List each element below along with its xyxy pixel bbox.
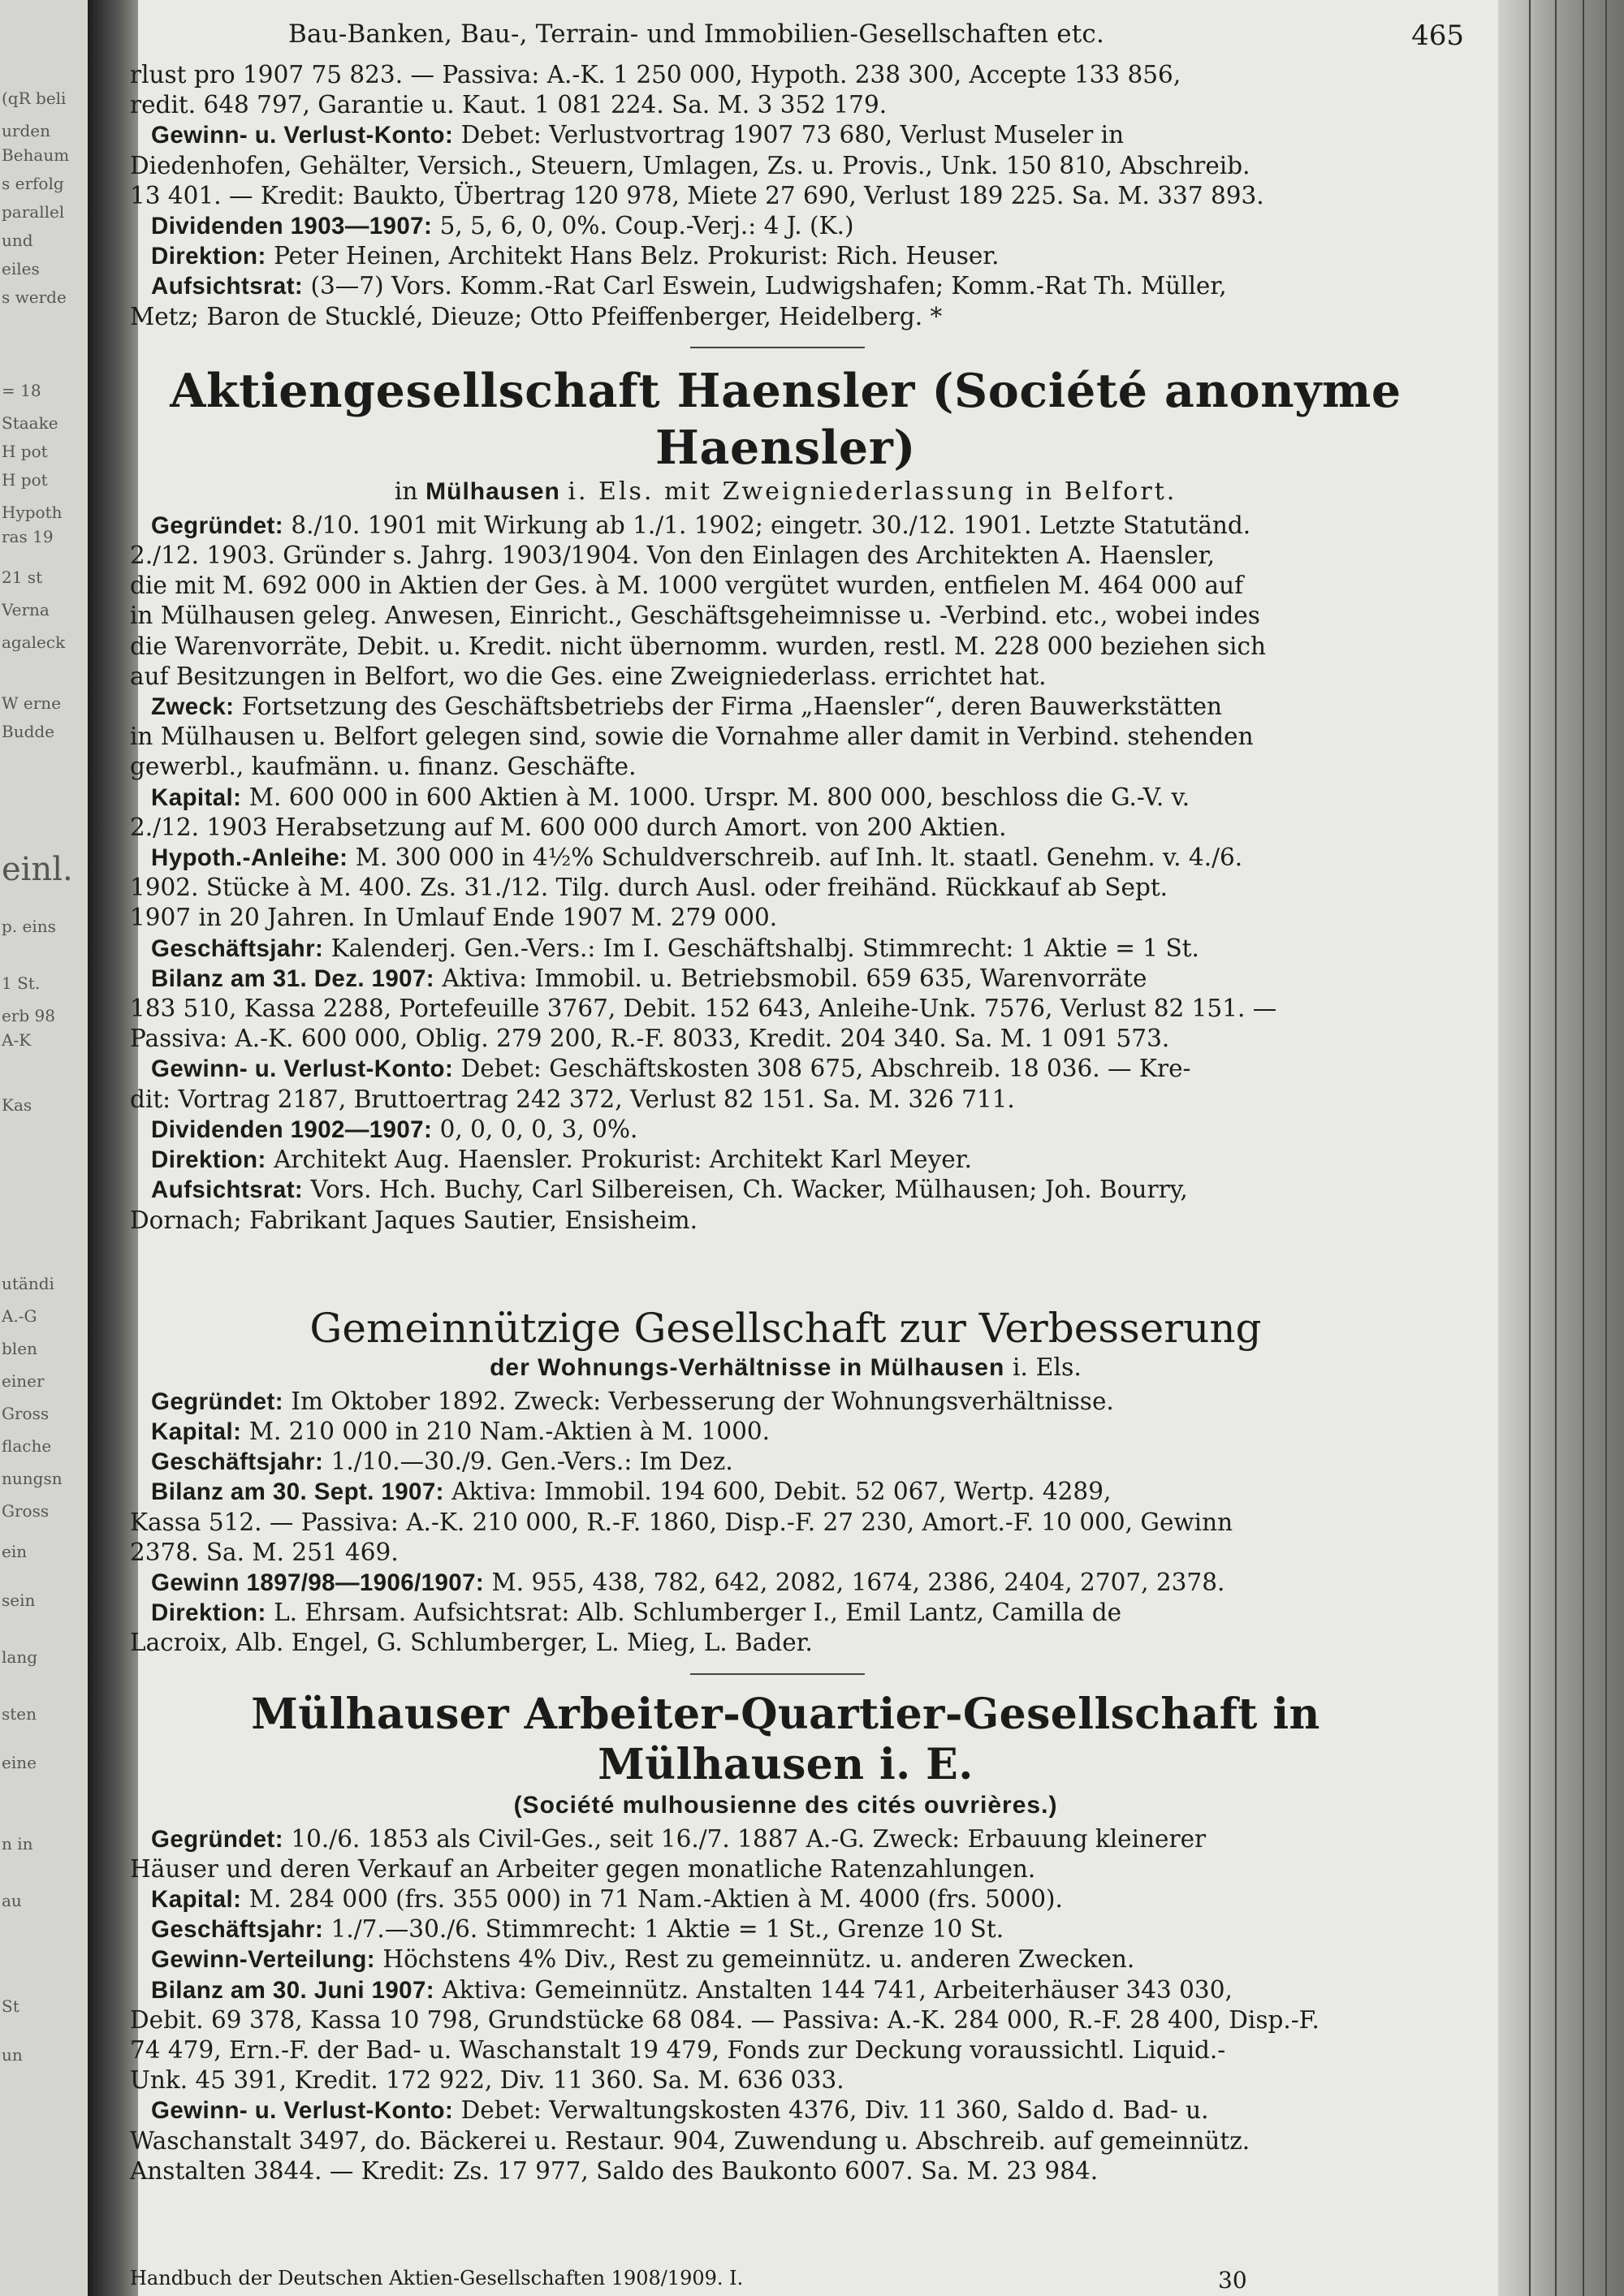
page-footer (130, 2267, 1441, 2294)
margin-fragment: Verna (2, 600, 50, 619)
entry-line (130, 783, 1441, 813)
entry-line (130, 151, 1441, 181)
entry-field-text: die mit M. 692 000 in Aktien der Ges. à M. 1000 vergütet wurden, entfielen M. 464 000 auf (130, 572, 1244, 600)
margin-fragment: eiles (2, 259, 40, 278)
entry-field-label: Dividenden 1902—1907: (151, 1116, 433, 1143)
entry-field-label: Kapital: (151, 1418, 242, 1445)
margin-fragment: H pot (2, 470, 48, 490)
entry-field-text: 1./7.—30./6. Stimmrecht: 1 Aktie = 1 St., Grenze 10 St. (330, 1915, 1004, 1944)
margin-fragment: n in (2, 1834, 33, 1854)
margin-fragment: parallel (2, 202, 65, 222)
entry-line (130, 1024, 1441, 1054)
entry-field-label: Gewinn- u. Verlust-Konto: (151, 1055, 454, 1083)
margin-fragment: St (2, 1996, 19, 2016)
entry-line (130, 813, 1441, 843)
entry-field-text: Debit. 69 378, Kassa 10 798, Grundstücke 68 084. — Passiva: A.-K. 284 000, R.-F. 28 400, Disp.-F. (130, 2005, 1320, 2034)
entry-line (130, 241, 1441, 271)
entry-field-text: M. 284 000 (frs. 355 000) in 71 Nam.-Aktien à M. 4000 (frs. 5000). (248, 1884, 1063, 1913)
entry-line (130, 2126, 1441, 2156)
entry-line (130, 120, 1441, 150)
entry-body (130, 511, 1441, 1236)
entry-field-text: rlust pro 1907 75 823. — Passiva: A.-K. 1 250 000, Hypoth. 238 300, Accepte 133 856, (130, 61, 1181, 88)
entry-line (130, 211, 1441, 241)
entry-field-text: 10./6. 1853 als Civil-Ges., seit 16./7. 1887 A.-G. Zweck: Erbauung kleinerer (291, 1824, 1207, 1853)
entry-field-text: Kassa 512. — Passiva: A.-K. 210 000, R.-F. 1860, Disp.-F. 27 230, Amort.-F. 10 000, Gewinn (130, 1508, 1233, 1536)
entry-line (130, 2065, 1441, 2095)
entry-field-label: Bilanz am 30. Juni 1907: (151, 1976, 434, 2004)
entry-field-label: Gewinn 1897/98—1906/1907: (151, 1569, 485, 1596)
entry-line (130, 1175, 1441, 1205)
company-subtitle: (Société mulhousienne des cités ouvrières.) (513, 1791, 1058, 1819)
entry-field-text: 2378. Sa. M. 251 469. (130, 1538, 399, 1566)
margin-fragment: s werde (2, 287, 67, 307)
entry-field-text: (3—7) Vors. Komm.-Rat Carl Eswein, Ludwigshafen; Komm.-Rat Th. Müller, (310, 272, 1227, 300)
entry-line (130, 1447, 1441, 1477)
entry-line (130, 662, 1441, 692)
margin-fragment: agaleck (2, 632, 66, 652)
entry-line (130, 1145, 1441, 1175)
entry-field-text: 2./12. 1903. Gründer s. Jahrg. 1903/1904. Von den Einlagen des Architekten A. Haensler, (130, 542, 1215, 570)
entry-field-text: 13 401. — Kredit: Baukto, Übertrag 120 978, Miete 27 690, Verlust 189 225. Sa. M. 337 893. (130, 181, 1264, 209)
entry-field-label: Direktion: (151, 243, 266, 270)
margin-fragment: au (2, 1891, 22, 1910)
entry-line (130, 1206, 1441, 1236)
entry-field-text: M. 955, 438, 782, 642, 2082, 1674, 2386, 2404, 2707, 2378. (491, 1568, 1225, 1596)
entry-line (130, 692, 1441, 722)
entry-field-text: Debet: Verwaltungskosten 4376, Div. 11 360, Saldo d. Bad- u. (460, 2096, 1209, 2125)
entry-field-text: M. 300 000 in 4½% Schuldverschreib. auf Inh. lt. staatl. Genehm. v. 4./6. (355, 844, 1243, 872)
entry-field-label: Gewinn- u. Verlust-Konto: (151, 122, 454, 149)
margin-fragment: sein (2, 1590, 36, 1610)
margin-fragment: A.-G (2, 1306, 37, 1326)
entry-field-text: Passiva: A.-K. 600 000, Oblig. 279 200, R.-F. 8033, Kredit. 204 340. Sa. M. 1 091 573. (130, 1025, 1170, 1053)
entry-field-text: gewerbl., kaufmänn. u. finanz. Geschäfte. (130, 753, 637, 781)
margin-fragment: W erne (2, 693, 62, 713)
margin-fragment: blen (2, 1339, 37, 1358)
entry-field-label: Geschäftsjahr: (151, 934, 324, 962)
margin-fragment: Behaum (2, 145, 70, 165)
entry-field-label: Kapital: (151, 1885, 242, 1913)
margin-fragment: Hypoth (2, 503, 63, 522)
entry-line (130, 1387, 1441, 1417)
footer-text: Handbuch der Deutschen Aktien-Gesellschaften 1908/1909. I. (130, 2267, 744, 2290)
entry-line (130, 60, 1441, 90)
company-entry-haensler (130, 363, 1441, 1236)
entry-field-label: Kapital: (151, 783, 242, 811)
entry-line (130, 1477, 1441, 1507)
entry-line (130, 90, 1441, 120)
margin-fragment: 21 st (2, 568, 43, 587)
margin-fragment: A-K (2, 1030, 32, 1050)
entry-field-text: auf Besitzungen in Belfort, wo die Ges. eine Zweigniederlass. errichtet hat. (130, 662, 1047, 690)
entry-line (130, 903, 1441, 933)
entry-field-label: Direktion: (151, 1599, 266, 1627)
company-title: Gemeinnützige Gesellschaft zur Verbesserung (309, 1304, 1262, 1352)
entry-field-text: Aktiva: Immobil. 194 600, Debit. 52 067, Wertp. 4289, (451, 1478, 1112, 1506)
company-title: Mülhauser Arbeiter-Quartier-Gesellschaft in Mülhausen i. E. (251, 1689, 1320, 1789)
entry-field-label: Geschäftsjahr: (151, 1448, 324, 1476)
document-page (130, 0, 1464, 2296)
entry-field-text: Diedenhofen, Gehälter, Versich., Steuern, Umlagen, Zs. u. Provis., Unk. 150 810, Abschreib. (130, 151, 1250, 179)
entry-field-label: Gegründet: (151, 511, 283, 539)
entry-field-text: L. Ehrsam. Aufsichtsrat: Alb. Schlumberger I., Emil Lantz, Camilla de (274, 1599, 1122, 1627)
previous-entry-tail (130, 60, 1441, 332)
entry-field-text: Im Oktober 1892. Zweck: Verbesserung der Wohnungsverhältnisse. (291, 1387, 1114, 1415)
margin-fragment: lang (2, 1647, 38, 1667)
entry-field-text: 1907 in 20 Jahren. In Umlauf Ende 1907 M. 279 000. (130, 904, 778, 932)
entry-field-text: 183 510, Kassa 2288, Portefeuille 3767, Debit. 152 643, Anleihe-Unk. 7576, Verlust 82 151. — (130, 995, 1277, 1023)
margin-fragment: s erfolg (2, 174, 64, 193)
margin-fragment: 1 St. (2, 973, 41, 993)
entry-field-text: 8./10. 1901 mit Wirkung ab 1./1. 1902; eingetr. 30./12. 1901. Letzte Statutänd. (291, 511, 1251, 539)
margin-fragment: Budde (2, 722, 55, 741)
entry-field-text: Vors. Hch. Buchy, Carl Silbereisen, Ch. Wacker, Mülhausen; Joh. Bourry, (310, 1176, 1188, 1204)
margin-fragment: flache (2, 1436, 52, 1456)
margin-fragment: un (2, 2045, 23, 2065)
entry-field-text: in Mülhausen u. Belfort gelegen sind, sowie die Vornahme aller damit in Verbind. stehenden (130, 723, 1254, 751)
entry-field-text: Architekt Aug. Haensler. Prokurist: Architekt Karl Meyer. (274, 1146, 973, 1174)
entry-line (130, 752, 1441, 782)
entry-field-label: Gewinn- u. Verlust-Konto: (151, 2097, 454, 2125)
entry-field-label: Gegründet: (151, 1825, 283, 1853)
entry-line (130, 1914, 1441, 1944)
entry-line (130, 1417, 1441, 1447)
entry-field-text: M. 600 000 in 600 Aktien à M. 1000. Urspr. M. 800 000, beschloss die G.-V. v. (248, 783, 1190, 811)
entry-line (130, 632, 1441, 662)
margin-fragment: urden (2, 121, 50, 140)
entry-line (130, 964, 1441, 994)
entry-field-text: M. 210 000 in 210 Nam.-Aktien à M. 1000. (248, 1417, 771, 1445)
entry-line (130, 722, 1441, 752)
entry-field-label: Gegründet: (151, 1388, 283, 1415)
entry-line (130, 1854, 1441, 1884)
entry-field-text: Dornach; Fabrikant Jaques Sautier, Ensisheim. (130, 1206, 698, 1234)
entry-line (130, 2035, 1441, 2065)
entry-line (130, 1508, 1441, 1538)
margin-fragment: utändi (2, 1274, 54, 1293)
entry-field-text: 1./10.—30./9. Gen.-Vers.: Im Dez. (330, 1448, 733, 1476)
entry-field-text: redit. 648 797, Garantie u. Kaut. 1 081 224. Sa. M. 3 352 179. (130, 91, 888, 119)
entry-body (130, 1824, 1441, 2186)
entry-line (130, 1085, 1441, 1115)
entry-field-text: Debet: Geschäftskosten 308 675, Abschreib. 18 036. — Kre- (460, 1055, 1191, 1083)
entry-field-text: Metz; Baron de Stucklé, Dieuze; Otto Pfeiffenberger, Heidelberg. * (130, 302, 943, 330)
entry-field-label: Gewinn-Verteilung: (151, 1946, 375, 1974)
entry-line (130, 934, 1441, 964)
margin-fragment: eine (2, 1753, 37, 1772)
entry-line (130, 2095, 1441, 2126)
entry-line (130, 1944, 1441, 1974)
entry-field-text: die Warenvorräte, Debit. u. Kredit. nicht übernomm. wurden, restl. M. 228 000 beziehen sich (130, 632, 1266, 660)
company-entry-gemeinnuetzige (130, 1304, 1441, 1659)
page-edge-right (1498, 0, 1624, 2296)
margin-fragment: einer (2, 1371, 45, 1391)
entry-line (130, 571, 1441, 601)
company-subtitle: der Wohnungs-Verhältnisse in Mülhausen i. Els. (490, 1353, 1082, 1382)
entry-body (130, 1387, 1441, 1659)
entry-field-text: dit: Vortrag 2187, Bruttoertrag 242 372, Verlust 82 151. Sa. M. 326 711. (130, 1085, 1015, 1113)
margin-fragment: Gross (2, 1501, 50, 1521)
entry-line (130, 601, 1441, 631)
entry-field-label: Direktion: (151, 1146, 266, 1174)
entry-line (130, 1884, 1441, 1914)
entry-line (130, 873, 1441, 903)
entry-field-text: 5, 5, 6, 0, 0%. Coup.-Verj.: 4 J. (K.) (439, 212, 854, 240)
entry-field-text: 2./12. 1903 Herabsetzung auf M. 600 000 durch Amort. von 200 Aktien. (130, 813, 1007, 841)
entry-field-text: 0, 0, 0, 0, 3, 0%. (439, 1115, 638, 1143)
entry-field-label: Bilanz am 30. Sept. 1907: (151, 1478, 444, 1506)
entry-line (130, 1115, 1441, 1145)
entry-line (130, 1975, 1441, 2005)
margin-fragment: H pot (2, 442, 48, 461)
entry-line (130, 843, 1441, 873)
entry-field-text: Kalenderj. Gen.-Vers.: Im I. Geschäftshalbj. Stimmrecht: 1 Aktie = 1 St. (330, 934, 1199, 962)
margin-fragment: ras 19 (2, 527, 54, 546)
section-divider (690, 347, 865, 348)
entry-line (130, 541, 1441, 571)
margin-fragment: p. eins (2, 917, 56, 936)
running-head-title: Bau-Banken, Bau-, Terrain- und Immobilien-Gesellschaften etc. (288, 19, 1105, 49)
entry-line (130, 1824, 1441, 1854)
entry-field-label: Hypoth.-Anleihe: (151, 844, 348, 872)
company-entry-arbeiter-quartier (130, 1690, 1441, 2186)
entry-line (130, 271, 1441, 301)
adjacent-page-strip (0, 0, 89, 2296)
entry-field-text: Häuser und deren Verkauf an Arbeiter gegen monatliche Ratenzahlungen. (130, 1854, 1036, 1883)
entry-field-label: Aufsichtsrat: (151, 273, 304, 300)
entry-field-text: Aktiva: Immobil. u. Betriebsmobil. 659 635, Warenvorräte (442, 964, 1147, 992)
company-title: Aktiengesellschaft Haensler (Société anonyme Haensler) (170, 363, 1402, 475)
entry-line (130, 1054, 1441, 1084)
entry-field-text: Debet: Verlustvortrag 1907 73 680, Verlust Museler in (460, 121, 1125, 149)
entry-field-text: Aktiva: Gemeinnütz. Anstalten 144 741, Arbeiterhäuser 343 030, (442, 1975, 1233, 2004)
entry-field-text: Unk. 45 391, Kredit. 172 922, Div. 11 360. Sa. M. 636 033. (130, 2066, 844, 2095)
entry-line (130, 302, 1441, 332)
entry-field-text: Peter Heinen, Architekt Hans Belz. Prokurist: Rich. Heuser. (274, 242, 1000, 270)
entry-field-text: 74 479, Ern.-F. der Bad- u. Waschanstalt 19 479, Fonds zur Deckung voraussichtl. Liquid.- (130, 2035, 1226, 2064)
margin-fragment: Gross (2, 1404, 50, 1423)
entry-field-label: Geschäftsjahr: (151, 1916, 324, 1944)
entry-line (130, 994, 1441, 1024)
entry-line (130, 511, 1441, 541)
margin-fragment: erb 98 (2, 1006, 56, 1025)
margin-fragment: sten (2, 1704, 37, 1724)
entry-line (130, 1628, 1441, 1658)
margin-fragment: und (2, 231, 33, 250)
section-divider (690, 1673, 865, 1675)
entry-line (130, 2156, 1441, 2186)
entry-field-text: in Mülhausen geleg. Anwesen, Einricht., Geschäftsgeheimnisse u. -Verbind. etc., wobei indes (130, 602, 1260, 630)
entry-field-label: Aufsichtsrat: (151, 1176, 304, 1204)
entry-line (130, 2005, 1441, 2035)
signature-mark: 30 (1218, 2267, 1247, 2294)
margin-fragment: Kas (2, 1095, 32, 1115)
entry-field-text: Waschanstalt 3497, do. Bäckerei u. Restaur. 904, Zuwendung u. Abschreib. auf gemeinnütz. (130, 2126, 1250, 2155)
margin-fragment: ein (2, 1542, 28, 1561)
page-number: 465 (1411, 19, 1464, 52)
entry-field-text: Lacroix, Alb. Engel, G. Schlumberger, L. Mieg, L. Bader. (130, 1629, 813, 1657)
entry-field-text: Höchstens 4% Div., Rest zu gemeinnütz. u. anderen Zwecken. (382, 1945, 1135, 1974)
margin-fragment: einl. (2, 851, 73, 888)
entry-field-label: Zweck: (151, 693, 235, 721)
entry-field-label: Bilanz am 31. Dez. 1907: (151, 965, 435, 992)
company-subtitle: in Mülhausen i. Els. mit Zweigniederlassung in Belfort. (394, 477, 1177, 506)
margin-fragment: Staake (2, 413, 58, 433)
margin-fragment: (qR beli (2, 88, 67, 108)
entry-field-label: Dividenden 1903—1907: (151, 213, 433, 240)
entry-line (130, 1598, 1441, 1628)
entry-line (130, 1538, 1441, 1568)
running-head (130, 19, 1464, 60)
margin-fragment: = 18 (2, 381, 41, 400)
margin-fragment: nungsn (2, 1469, 63, 1488)
entry-line (130, 1568, 1441, 1598)
entry-field-text: Anstalten 3844. — Kredit: Zs. 17 977, Saldo des Baukonto 6007. Sa. M. 23 984. (130, 2156, 1099, 2185)
entry-field-text: 1902. Stücke à M. 400. Zs. 31./12. Tilg. durch Ausl. oder freihänd. Rückkauf ab Sept. (130, 874, 1168, 902)
entry-field-text: Fortsetzung des Geschäftsbetriebs der Firma „Haensler“, deren Bauwerkstätten (241, 693, 1223, 721)
entry-line (130, 181, 1441, 211)
